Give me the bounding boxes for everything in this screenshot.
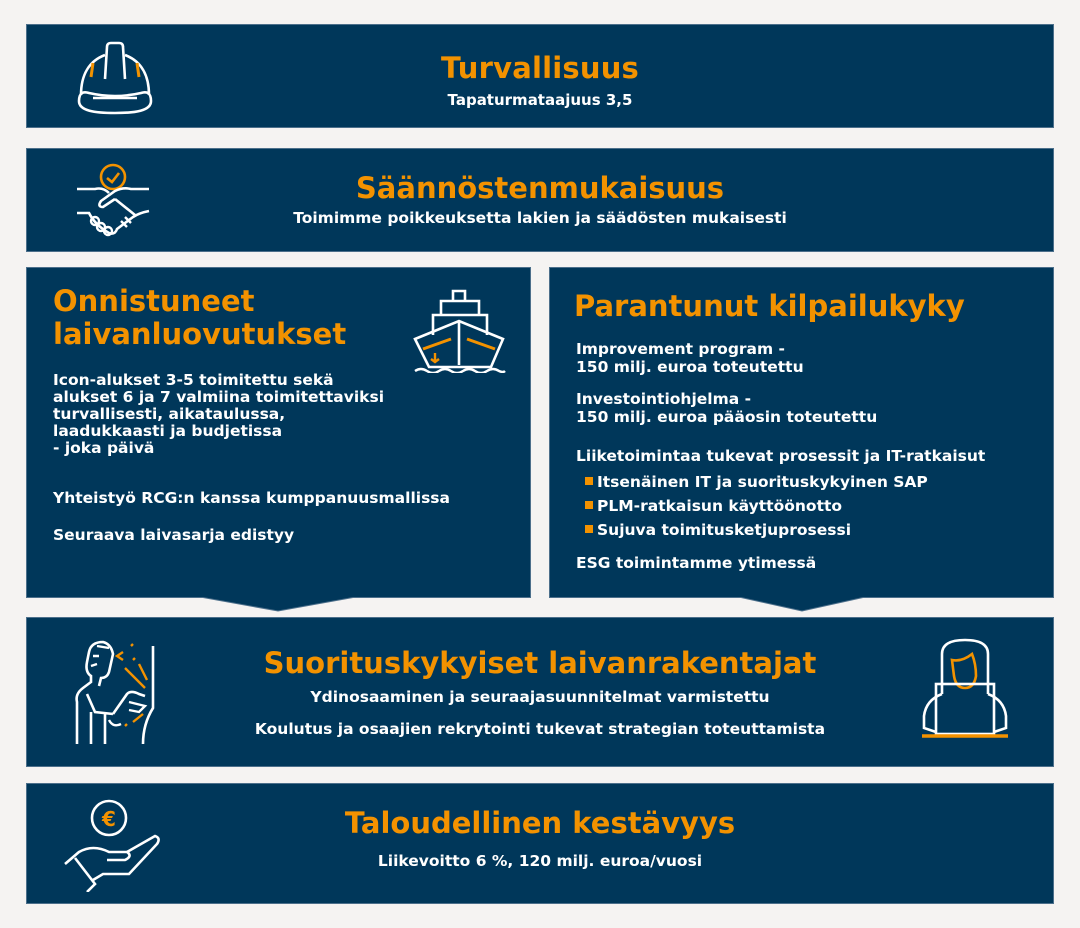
ship-icon <box>413 289 507 373</box>
bullet-item <box>585 497 842 515</box>
bullet-square-icon <box>585 477 593 485</box>
safety-panel <box>26 24 1054 128</box>
compliance-panel <box>26 148 1054 252</box>
text-line: turvallisesti, aikataulussa, <box>53 405 286 423</box>
compliance-title: Säännöstenmukaisuus <box>355 171 725 205</box>
text-line: Improvement program - <box>576 340 785 358</box>
shipbuilders-title: Suorituskykyiset laivanrakentajat <box>263 646 817 680</box>
competitiveness-title: Parantunut kilpailukyky <box>574 289 965 323</box>
bullet-square-icon <box>585 525 593 533</box>
deliveries-panel <box>26 267 531 611</box>
competitiveness-item2 <box>576 390 877 426</box>
text-line: laadukkaasti ja budjetissa <box>53 422 283 440</box>
competitiveness-item3: Liiketoimintaa tukevat prosessit ja IT-ratkaisut <box>576 447 986 465</box>
text-line: Icon-alukset 3-5 toimitettu sekä <box>53 371 334 389</box>
shipbuilders-line1: Ydinosaaminen ja seuraajasuunnitelmat varmistettu <box>310 688 770 706</box>
bullet-text: Itsenäinen IT ja suorituskykyinen SAP <box>597 473 928 491</box>
deliveries-paragraph2: Yhteistyö RCG:n kanssa kumppanuusmallissa <box>53 489 450 507</box>
shipbuilders-panel <box>26 617 1054 767</box>
deliveries-title <box>53 285 346 351</box>
bullet-text: PLM-ratkaisun käyttöönotto <box>597 497 843 515</box>
bullet-item <box>585 521 851 539</box>
compliance-subtitle: Toimimme poikkeuksetta lakien ja säädösten mukaisesti <box>293 209 787 227</box>
finance-subtitle: Liikevoitto 6 %, 120 milj. euroa/vuosi <box>377 852 703 870</box>
deliveries-title-line2: laivanluovutukset <box>53 317 347 351</box>
finance-title: Taloudellinen kestävyys <box>344 806 736 840</box>
deliveries-paragraph1 <box>53 372 433 457</box>
bullet-square-icon <box>585 501 593 509</box>
competitiveness-panel <box>549 267 1054 611</box>
deliveries-title-line1: Onnistuneet <box>53 284 255 318</box>
bullet-text: Sujuva toimitusketjuprosessi <box>597 521 852 539</box>
finance-panel <box>26 783 1054 904</box>
text-line: 150 milj. euroa pääosin toteutettu <box>576 408 878 426</box>
competitiveness-item4: ESG toimintamme ytimessä <box>576 554 817 572</box>
competitiveness-item1 <box>576 340 804 376</box>
deliveries-paragraph3: Seuraava laivasarja edistyy <box>53 526 295 544</box>
text-line: alukset 6 ja 7 valmiina toimitettaviksi <box>53 388 385 406</box>
safety-subtitle: Tapaturmataajuus 3,5 <box>447 91 633 109</box>
svg-text:€: € <box>102 807 116 831</box>
shipbuilders-line2: Koulutus ja osaajien rekrytointi tukevat strategian toteuttamista <box>254 720 826 738</box>
safety-title: Turvallisuus <box>440 51 640 85</box>
text-line: 150 milj. euroa toteutettu <box>576 358 804 376</box>
bullet-item <box>585 473 928 491</box>
text-line: Investointiohjelma - <box>576 390 752 408</box>
text-line: - joka päivä <box>53 439 155 457</box>
